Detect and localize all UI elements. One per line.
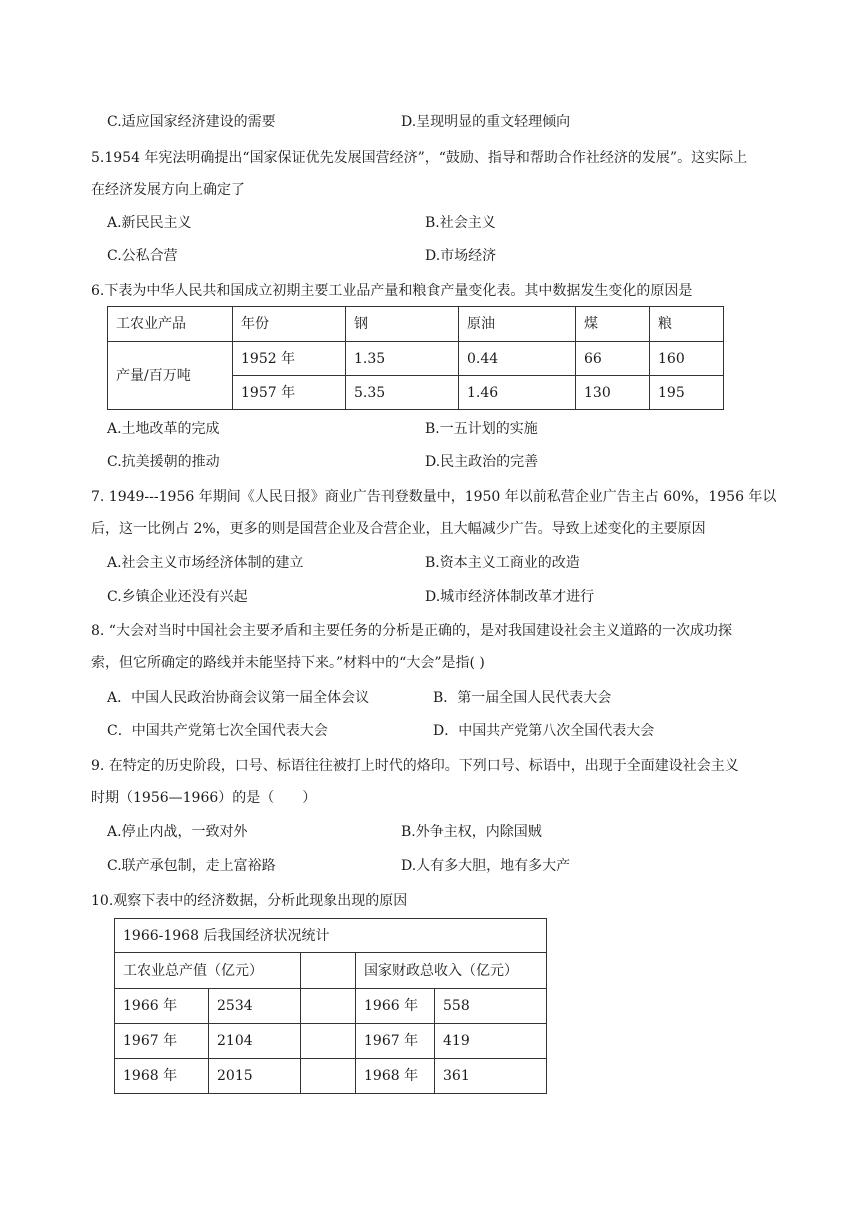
q6-option-c: C.抗美援朝的推动 [107,454,220,470]
q7-stem-line1: 7. 1949---1956 年期间《人民日报》商业广告刊登数量中，1950 年以前私营企业广告主占 60%，1956 年以 [91,489,777,505]
q6-production-table [107,306,724,410]
table-cell: 361 [435,1059,547,1094]
table-cell: 0.44 [459,342,576,376]
table-spacer-cell [301,1059,356,1094]
table-spacer-cell [301,1024,356,1059]
q7-option-b: B.资本主义工商业的改造 [425,555,580,571]
q5-stem-line1: 5.1954 年宪法明确提出“国家保证优先发展国营经济”，“鼓励、指导和帮助合作社经济的发展”。这实际上 [91,150,748,166]
row-label-cell: 产量/百万吨 [108,342,233,410]
q8-option-c: C．中国共产党第七次全国代表大会 [107,723,328,739]
table-header-row [115,953,547,989]
table-cell: 1968 年 [356,1059,435,1094]
q6-stem: 6.下表为中华人民共和国成立初期主要工业品产量和粮食产量变化表。其中数据发生变化的原因是 [91,283,693,299]
table-cell: 1967 年 [115,1024,209,1059]
table-header-cell: 煤 [576,307,650,342]
q10-stem: 10.观察下表中的经济数据，分析此现象出现的原因 [91,893,408,909]
table-cell: 2015 [209,1059,301,1094]
q6-option-b: B.一五计划的实施 [425,421,538,437]
q6-option-a: A.土地改革的完成 [107,421,220,437]
table-header-cell: 年份 [233,307,346,342]
q9-option-c: C.联产承包制，走上富裕路 [107,858,276,874]
table-header-cell: 原油 [459,307,576,342]
q9-option-a: A.停止内战，一致对外 [107,824,248,840]
table-cell: 2534 [209,989,301,1024]
q9-stem-line2: 时期（1956—1966）的是（ ） [91,790,317,806]
q8-option-d: D．中国共产党第八次全国代表大会 [433,723,655,739]
table-cell: 2104 [209,1024,301,1059]
table-cell: 1966 年 [356,989,435,1024]
table-cell: 130 [576,376,650,410]
q5-option-b: B.社会主义 [425,215,496,231]
table-row [115,1059,547,1094]
table-cell: 160 [650,342,724,376]
q7-option-a: A.社会主义市场经济体制的建立 [107,555,304,571]
table-cell: 1968 年 [115,1059,209,1094]
q8-stem-line1: 8. “大会对当时中国社会主要矛盾和主要任务的分析是正确的，是对我国建设社会主义道路的一次成功探 [91,623,732,639]
table-header-cell: 工农业产品 [108,307,233,342]
table-header-cell: 钢 [346,307,459,342]
table-cell: 66 [576,342,650,376]
table-header-cell: 工农业总产值（亿元） [115,953,301,989]
table-title-row [115,919,547,953]
table-header-row [108,307,724,342]
q5-option-a: A.新民民主义 [107,215,192,231]
table-cell: 1966 年 [115,989,209,1024]
table-row [115,989,547,1024]
table-header-cell: 国家财政总收入（亿元） [356,953,547,989]
q8-stem-line2: 索，但它所确定的路线并未能坚持下来。”材料中的“大会”是指( ) [91,655,485,671]
q6-option-d: D.民主政治的完善 [425,454,539,470]
table-header-cell: 粮 [650,307,724,342]
table-spacer-cell [301,953,356,989]
q8-option-b: B．第一届全国人民代表大会 [433,690,612,706]
table-cell: 419 [435,1024,547,1059]
q10-economy-table [114,918,547,1094]
table-cell: 5.35 [346,376,459,410]
table-cell: 1.35 [346,342,459,376]
table-cell: 558 [435,989,547,1024]
table-cell: 1957 年 [233,376,346,410]
q4-option-d: D.呈现明显的重文轻理倾向 [401,114,571,130]
q9-option-d: D.人有多大胆，地有多大产 [401,858,571,874]
table-spacer-cell [301,989,356,1024]
q9-option-b: B.外争主权，内除国贼 [401,824,542,840]
table-title: 1966-1968 后我国经济状况统计 [115,919,547,953]
table-cell: 195 [650,376,724,410]
q4-option-c: C.适应国家经济建设的需要 [107,114,276,130]
q8-option-a: A．中国人民政治协商会议第一届全体会议 [107,690,370,706]
table-cell: 1.46 [459,376,576,410]
q7-stem-line2: 后，这一比例占 2%，更多的则是国营企业及合营企业，且大幅减少广告。导致上述变化的主要原因 [91,521,706,537]
table-cell: 1967 年 [356,1024,435,1059]
q9-stem-line1: 9. 在特定的历史阶段，口号、标语往往被打上时代的烙印。下列口号、标语中，出现于全面建设社会主义 [91,758,739,774]
table-cell: 1952 年 [233,342,346,376]
q5-option-d: D.市场经济 [425,248,497,264]
q5-option-c: C.公私合营 [107,248,178,264]
table-row [108,342,724,376]
q5-stem-line2: 在经济发展方向上确定了 [91,182,245,198]
q7-option-c: C.乡镇企业还没有兴起 [107,589,248,605]
q7-option-d: D.城市经济体制改革才进行 [425,589,595,605]
table-row [115,1024,547,1059]
